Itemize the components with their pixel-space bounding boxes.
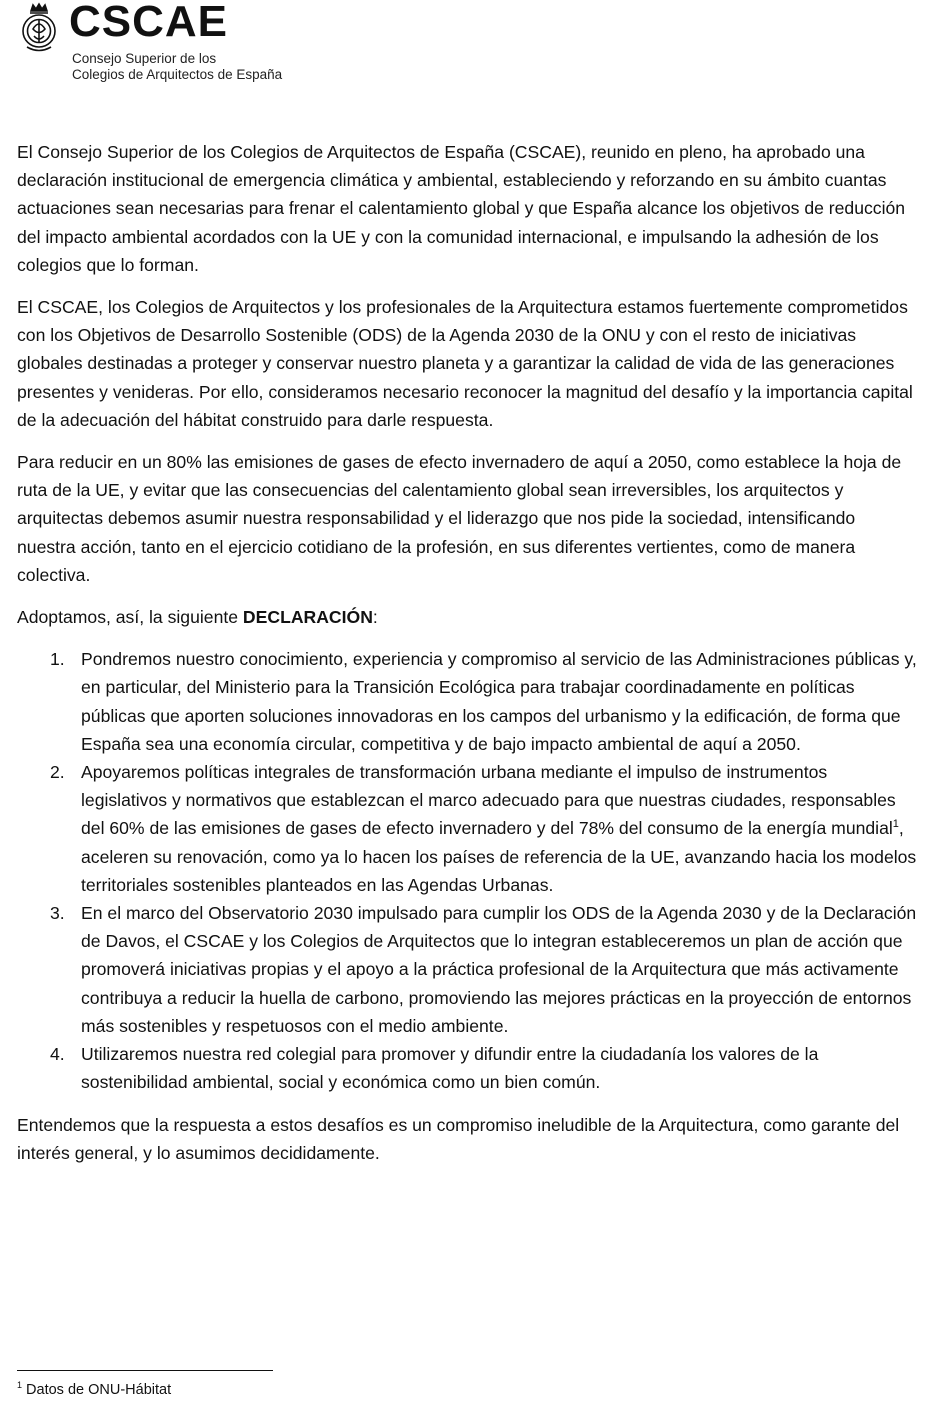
declaration-colon: :	[372, 607, 378, 628]
list-item	[17, 645, 917, 758]
declaration-heading: DECLARACIÓN	[242, 607, 373, 628]
footnote-divider	[17, 1370, 273, 1371]
list-item-number: 4.	[50, 1044, 65, 1065]
list-item-number: 3.	[50, 903, 65, 924]
footnote	[17, 1381, 171, 1399]
intro-paragraph-3: Para reducir en un 80% las emisiones de gases de efecto invernadero de aquí a 2050, como establece la hoja de ruta de la UE, y evitar que las consecuencias del calentamiento global sean irreversibles, los arquitectos y arquitectas debemos asumir nuestra responsabilidad y el liderazgo que nos pide la sociedad, intensificando nuestra acción, tanto en el ejercicio cotidiano de la profesión, en sus diferentes vertientes, como de manera colectiva.	[17, 452, 902, 585]
list-item-number: 1.	[50, 649, 65, 670]
closing-paragraph: Entendemos que la respuesta a estos desafíos es un compromiso ineludible de la Arquitectura, como garante del interés general, y lo asumimos decididamente.	[17, 1114, 900, 1163]
logo-wordmark: CSCAE	[69, 0, 229, 46]
list-item-number: 2.	[50, 762, 65, 783]
intro-paragraph-2: El CSCAE, los Colegios de Arquitectos y los profesionales de la Arquitectura estamos fuertemente comprometidos con los Objetivos de Desarrollo Sostenible (ODS) de la Agenda 2030 de la ONU y con el resto de iniciativas globales destinadas a proteger y conservar nuestro planeta y a garantizar la calidad de vida de las generaciones presentes y venideras. Por ello, consideramos necesario reconocer la magnitud del desafío y la importancia capital de la adecuación del hábitat construido para darle respuesta.	[17, 297, 913, 430]
list-item	[17, 1040, 917, 1096]
list-item	[17, 899, 917, 1040]
list-item-text: Pondremos nuestro conocimiento, experiencia y compromiso al servicio de las Administraciones públicas y, en particular, del Ministerio para la Transición Ecológica para trabajar coordinadamente en políticas públicas que aporten soluciones innovadoras en los campos del urbanismo y la edificación, de forma que España sea una economía circular, competitiva y de bajo impacto ambiental de aquí a 2050.	[81, 649, 917, 754]
coat-of-arms-icon	[17, 2, 61, 54]
declaration-intro	[17, 603, 917, 631]
list-item-text-continued: , aceleren su renovación, como ya lo hacen los países de referencia de la UE, avanzando hacia los modelos territoriales sostenibles planteados en las Agendas Urbanas.	[81, 818, 917, 895]
footnote-text: Datos de ONU-Hábitat	[22, 1382, 172, 1398]
list-item-text: Utilizaremos nuestra red colegial para promover y difundir entre la ciudadanía los valores de la sostenibilidad ambiental, social y económica como un bien común.	[81, 1044, 819, 1093]
list-item-text: Apoyaremos políticas integrales de transformación urbana mediante el impulso de instrumentos legislativos y normativos que establezcan el marco adecuado para que nuestras ciudades, responsables del 60% de las emisiones de gases de efecto invernadero y del 78% del consumo de la energía mundial	[81, 762, 896, 839]
logo-subtitle-line1: Consejo Superior de los	[72, 51, 217, 66]
intro-paragraph-1: El Consejo Superior de los Colegios de Arquitectos de España (CSCAE), reunido en pleno, ha aprobado una declaración institucional de emergencia climática y ambiental, estableciendo y reforzando en su ámbito cuantas actuaciones sean necesarias para frenar el calentamiento global y que España alcance los objetivos de reducción del impacto ambiental acordados con la UE y con la comunidad internacional, e impulsando la adhesión de los colegios que lo forman.	[17, 142, 906, 275]
logo-subtitle-line2: Colegios de Arquitectos de España	[72, 67, 283, 82]
list-item	[17, 758, 917, 899]
list-item-text: En el marco del Observatorio 2030 impulsado para cumplir los ODS de la Agenda 2030 y de la Declaración de Davos, el CSCAE y los Colegios de Arquitectos que lo integran estableceremos un plan de acción que promoverá iniciativas propias y el apoyo a la práctica profesional de la Arquitectura que más activamente contribuya a reducir la huella de carbono, promoviendo las mejores prácticas en la proyección de entornos más sostenibles y respetuosos con el medio ambiente.	[81, 903, 917, 1036]
footnote-reference[interactable]: 1	[892, 818, 899, 831]
declaration-body	[17, 138, 917, 1181]
declaration-intro-text: Adoptamos, así, la siguiente	[17, 607, 243, 628]
declaration-list	[17, 645, 917, 1096]
footnote-marker: 1	[17, 1380, 23, 1390]
